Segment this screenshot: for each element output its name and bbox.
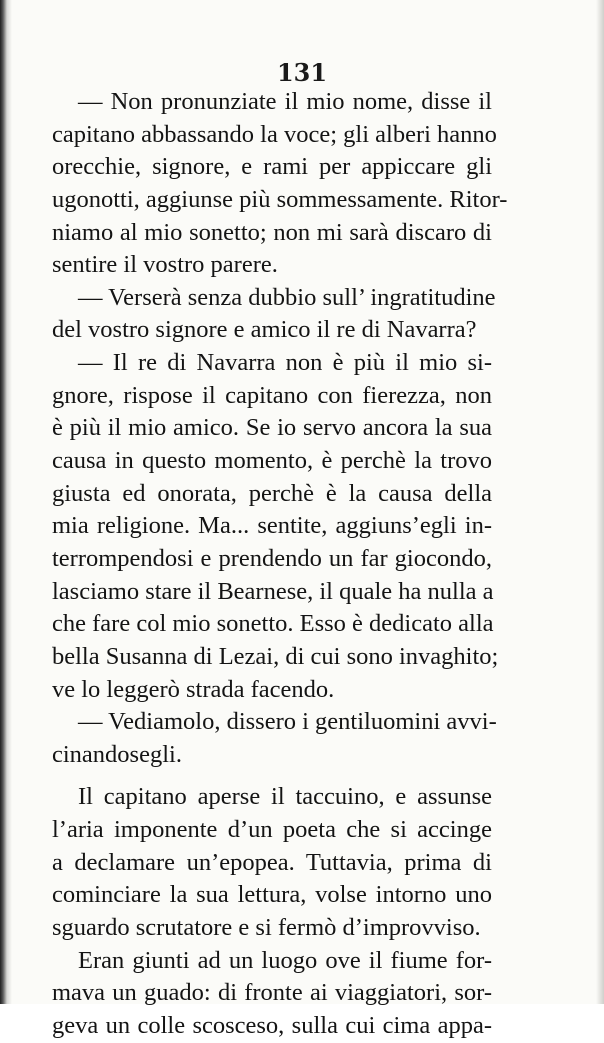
text-line: gnore, rispose il capitano con fierezza, non bbox=[52, 381, 492, 409]
page-binding-shadow bbox=[0, 0, 12, 1004]
text-line: terrompendosi e prendendo un far giocondo, bbox=[52, 544, 492, 572]
text-line: sentire il vostro parere. bbox=[52, 251, 278, 279]
text-line: niamo al mio sonetto; non mi sarà discaro di bbox=[52, 218, 492, 246]
text-line: cominciare la sua lettura, volse intorno uno bbox=[52, 881, 492, 909]
page-edge-shadow bbox=[596, 0, 604, 1004]
text-line: a declamare un’epopea. Tuttavia, prima di bbox=[52, 848, 492, 876]
text-line: ve lo leggerò strada facendo. bbox=[52, 675, 335, 703]
text-line: che fare col mio sonetto. Esso è dedicato alla bbox=[52, 610, 494, 638]
text-line: mava un guado: di fronte ai viaggiatori, sor- bbox=[52, 979, 492, 1007]
text-line: bella Susanna di Lezai, di cui sono invaghito; bbox=[52, 642, 499, 670]
text-line: sguardo scrutatore e si fermò d’improvviso. bbox=[52, 914, 481, 942]
text-line: giusta ed onorata, perchè è la causa della bbox=[52, 479, 492, 507]
text-line: ugonotti, aggiunse più sommessamente. Ritor- bbox=[52, 185, 508, 213]
text-line: capitano abbassando la voce; gli alberi hanno bbox=[52, 120, 497, 148]
text-line: geva un colle scosceso, sulla cui cima appa- bbox=[52, 1011, 492, 1039]
text-line: è più il mio amico. Se io servo ancora la sua bbox=[52, 414, 492, 442]
body-text bbox=[52, 86, 508, 1043]
text-line: — Il re di Navarra non è più il mio si- bbox=[78, 349, 492, 377]
text-line: Il capitano aperse il taccuino, e assunse bbox=[78, 783, 492, 811]
text-line: mia religione. Ma... sentite, aggiuns’egli in- bbox=[52, 512, 492, 540]
text-line: orecchie, signore, e rami per appiccare gli bbox=[52, 153, 492, 181]
text-line: Eran giunti ad un luogo ove il fiume for- bbox=[78, 946, 492, 974]
text-line: — Verserà senza dubbio sull’ ingratitudine bbox=[78, 283, 496, 311]
text-line: cinandosegli. bbox=[52, 740, 182, 768]
text-line: l’aria imponente d’un poeta che si accinge bbox=[52, 816, 492, 844]
text-line: — Vediamolo, dissero i gentiluomini avvi- bbox=[78, 708, 497, 736]
text-line: lasciamo stare il Bearnese, il quale ha nulla a bbox=[52, 577, 494, 605]
text-line: — Non pronunziate il mio nome, disse il bbox=[78, 88, 492, 115]
text-line: causa in questo momento, è perchè la trovo bbox=[52, 447, 492, 475]
text-line: del vostro signore e amico il re di Navarra? bbox=[52, 316, 477, 344]
page-number: 131 bbox=[276, 58, 328, 87]
